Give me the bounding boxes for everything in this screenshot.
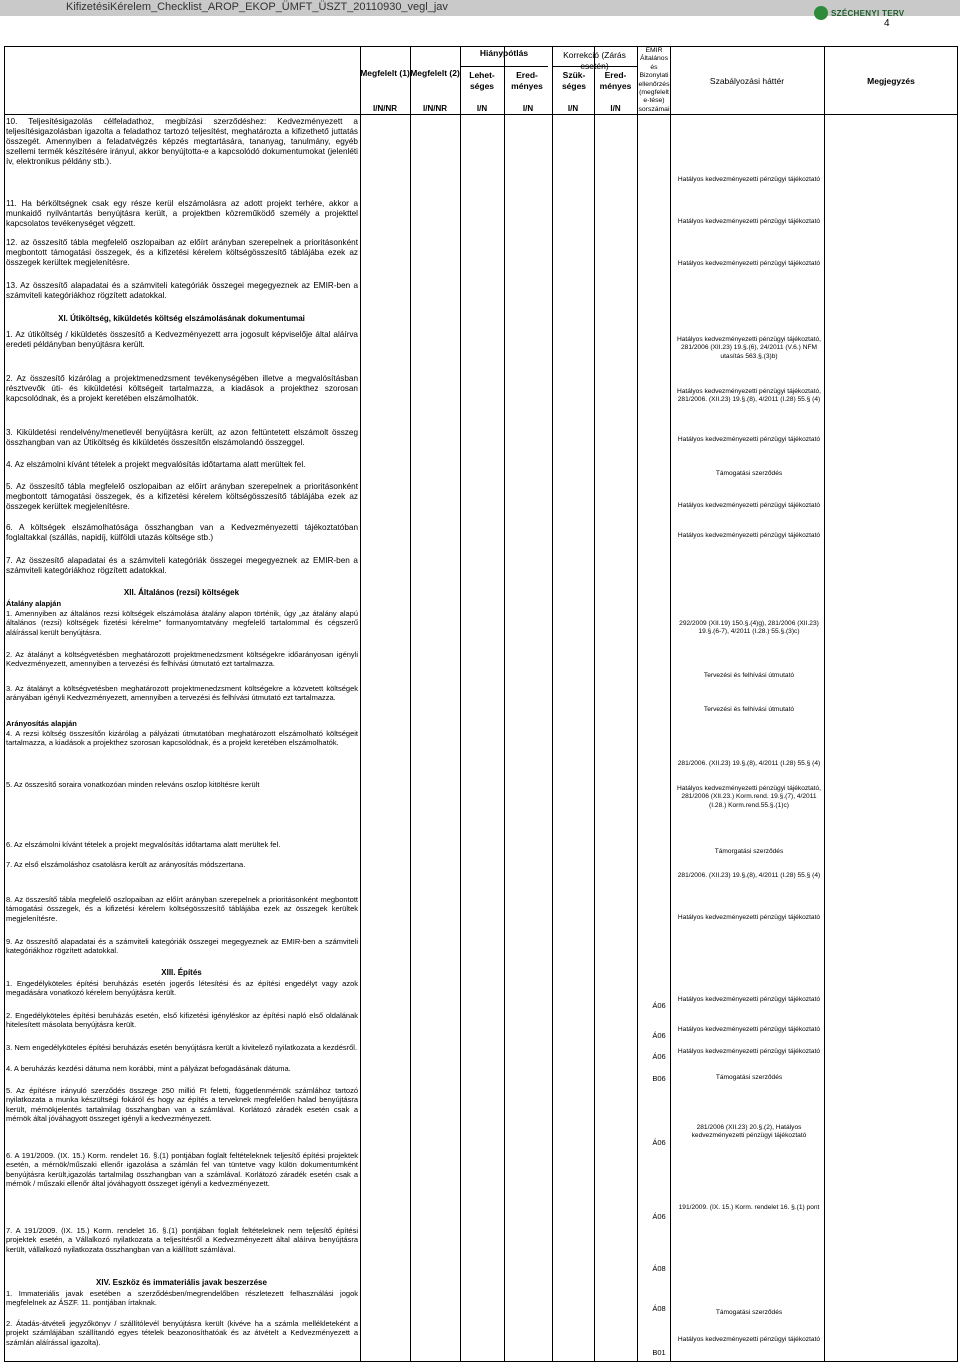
code-inr-2: I/N/NR bbox=[423, 104, 447, 113]
check-item: 2. Az átalányt a költségvetésben meghatározott projektmenedzsment költségekre időarányosan igényli Kedvezményezett, amennyiben a tervezési és felhívási útmutató ezt tartalmazza. bbox=[6, 650, 358, 669]
regulation-reference: Hatályos kedvezményezetti pénzügyi tájékoztató, 281/2006 (XII.23) 19.§.(6), 24/2011 (V.6.) NFM utasítás 563.§.(3)b) bbox=[676, 336, 822, 360]
check-item: 3. Kiküldetési rendelvény/menetlevél benyújtásra került, az azon feltüntetett elszámolt összeg összhangban van az Útiköltség és kiküldetés összesítőn elszámolandó összeggel. bbox=[6, 428, 358, 447]
regulation-reference: Hatályos kedvezményezetti pénzügyi tájékoztató bbox=[677, 914, 821, 921]
check-item: 5. Az összesítő soraira vonatkozóan minden releváns oszlop kitöltésre került bbox=[6, 780, 260, 789]
check-item: 13. Az összesítő alapadatai és a számviteli kategóriák összegei megegyeznek az EMIR-ben a számviteli kategóriákhoz rögzített adatokkal. bbox=[6, 281, 358, 300]
check-item: 2. Átadás-átvételi jegyzőkönyv / szállítólevél benyújtásra került (kivéve ha a számla mellékleteként a projekt számlájában szállítandó egyes tételek beazonosíthatóak és az átvételt a Kedvezményezett a számlán aláírással igazolta). bbox=[6, 1319, 358, 1347]
check-item: 11. Ha bérköltségnek csak egy része kerül elszámolásra az adott projekt terhére, akkor a munkaidő nyilvántartás benyújtásra került, a projektben közreműködő személy a projekttel kapcsolatos tevékenységet végzett. bbox=[6, 199, 358, 228]
regulation-reference: Hatályos kedvezményezetti pénzügyi tájékoztató bbox=[677, 1048, 821, 1055]
code-in-4: I/N bbox=[610, 104, 621, 113]
col-divider bbox=[504, 46, 505, 1362]
logo-emblem-icon bbox=[814, 6, 828, 20]
col-divider bbox=[824, 46, 825, 1362]
regulation-reference: 292/2009 (XII.19) 150.§.(4)g), 281/2006 (XII.23) 19.§.(6-7), 4/2011 (I.28.) 55.§.(3)c) bbox=[679, 620, 819, 636]
page-number: 4 bbox=[884, 18, 890, 29]
check-item: 12. az összesítő tábla megfelelő oszlopaiban az előírt arányban szerepelnek a prioritásonként megbontott támogatási összegek, és a kifizetési kérelem költségösszesítő táblájába ezek az összegek kerültek megjelenítésre. bbox=[6, 238, 358, 267]
code-inr-1: I/N/NR bbox=[373, 104, 397, 113]
regulation-reference: 281/2006. (XII.23) 19.§.(8), 4/2011 (I.28) 55.§ (4) bbox=[677, 872, 821, 879]
col-divider bbox=[637, 46, 638, 1362]
regulation-reference: Támorgatási szerződés bbox=[714, 848, 784, 855]
regulation-reference: Támogatási szerződés bbox=[715, 1309, 783, 1316]
check-item: 7. Az összesítő alapadatai és a számviteli kategóriák összegei megegyeznek az EMIR-ben a számviteli kategóriákhoz rögzített adatokkal. bbox=[6, 556, 358, 575]
checklist-table bbox=[4, 46, 958, 1362]
check-item: 4. A beruházás kezdési dátuma nem korábbi, mint a pályázat befogadásának dátuma. bbox=[6, 1064, 291, 1073]
emir-code: Á06 bbox=[652, 1001, 666, 1010]
regulation-reference: Hatályos kedvezményezetti pénzügyi tájékoztató bbox=[677, 260, 821, 267]
emir-code: Á06 bbox=[652, 1212, 666, 1221]
code-in-1: I/N bbox=[476, 104, 488, 113]
header-megfelelt-2: Megfelelt (2) bbox=[410, 68, 460, 78]
header-eredmenyes-2: Ered-ményes bbox=[599, 70, 632, 91]
header-bottom-line bbox=[4, 114, 958, 115]
check-item: 1. Az útiköltség / kiküldetés összesítő a Kedvezményezett arra jogosult képviselője által aláírva eredeti példányban benyújtásra került. bbox=[6, 330, 358, 349]
emir-code: Á06 bbox=[652, 1138, 666, 1147]
check-item: 6. A 191/2009. (IX. 15.) Korm. rendelet 16. §.(1) pontjában foglalt feltételeknek teljesítő építési projektek esetén, a mérnök/műszaki ellenőr igazolása a számlán fel van tüntetve vagy külön dokumentumként benyújtásra került,igazolás tartalmilag összhangban van a számlával. Korlátozó záradék esetén csak a mérnök / műszaki ellenőr által jóváhagyott összeget igényli a kedvezményezett. bbox=[6, 1151, 358, 1188]
col-divider bbox=[360, 46, 361, 1362]
section-title-utikoltseg: XI. Útiköltség, kiküldetés költség elszámolásának dokumentumai bbox=[58, 314, 305, 323]
subsection-aranyositas: Arányosítás alapján bbox=[6, 719, 77, 728]
check-item: 5. Az építésre irányuló szerződés összege 250 millió Ft feletti, függetlenmérnök számlához tartozó nyilatkozata a munka készültségi fokáról és hogy az építés a terveknek megfelelően halad benyújtásra került, mérnökjelentés tartalmilag összhangban van a számlával. Korlátozó záradék esetén csak a mérnök által jóváhagyott összeget igényli a kedvezményezett. bbox=[6, 1086, 358, 1123]
check-item: 3. Az átalányt a költségvetésben meghatározott projektmenedzsment költségekre a közvetett költségek arányában igényli Kedvezményezett, amennyiben a tervezési és felhívási útmutató ezt tartalmazza. bbox=[6, 684, 358, 703]
regulation-reference: Hatályos kedvezményezetti pénzügyi tájékoztató bbox=[677, 1026, 821, 1033]
check-item: 5. Az összesítő tábla megfelelő oszlopaiban az előírt arányban szerepelnek a prioritásonként megbontott támogatási összegek, és a kifizetési kérelem költségösszesítő táblájába ezek az összegek kerültek megjelenítésre. bbox=[6, 482, 358, 511]
regulation-reference: Hatályos kedvezményezetti pénzügyi tájékoztató bbox=[677, 1336, 821, 1343]
header-hianypotlas: Hiánypótlás bbox=[479, 48, 529, 58]
regulation-reference: Hatályos kedvezményezetti pénzügyi tájékoztató bbox=[677, 502, 821, 509]
szechenyi-terv-logo bbox=[814, 4, 904, 22]
check-item: 4. Az elszámolni kívánt tételek a projekt megvalósítás időtartama alatt merültek fel. bbox=[6, 460, 306, 469]
check-item: 10. Teljesítésigazolás célfeladathoz, megbízási szerződéshez: Kedvezményezett a teljesítésigazolásban igazolta a feladathoz tartozó teljesítést, meghatározta a kifizethető juttatás összegét. Amennyiben a feladatvégzés képzés megtartására, tananyag, tanulmány, egyéb szellemi termék készítésére irányul, akkor benyújtotta-e a kapcsolódó dokumentumokat (jelenléti ív, elektronikus példány stb.). bbox=[6, 117, 358, 166]
regulation-reference: Hatályos kedvezményezetti pénzügyi tájékoztató bbox=[677, 176, 821, 183]
section-title-eszkoz: XIV. Eszköz és immateriális javak beszerzése bbox=[96, 1278, 267, 1287]
check-item: 7. A 191/2009. (IX. 15.) Korm. rendelet 16. §.(1) pontjában foglalt feltételeknek nem teljesítő építési projektek esetén, a Vállalkozó nyilatkozata a teljesítésről a Kedvezményezett által aláírva benyújtásra került, vállalkozó nyilatkozata összhangban van a kiállított számlával. bbox=[6, 1226, 358, 1254]
check-item: 2. Az összesítő kizárólag a projektmenedzsment tevékenységében illetve a megvalósításban résztvevők úti- és kiküldetési költségeit tartalmazza, a kiadások a projekthez szorosan kapcsolódnak, és a projekt keretében elszámolhatók. bbox=[6, 374, 358, 403]
emir-code: Á06 bbox=[652, 1031, 666, 1040]
check-item: 6. Az elszámolni kívánt tételek a projekt megvalósítás időtartama alatt merültek fel. bbox=[6, 840, 281, 849]
col-divider bbox=[594, 46, 595, 1362]
header-korrekcio: Korrekció (Zárás esetén) bbox=[563, 50, 626, 71]
emir-code: Á08 bbox=[652, 1264, 666, 1273]
emir-code: Á06 bbox=[652, 1052, 666, 1061]
check-item: 8. Az összesítő tábla megfelelő oszlopaiban az előírt arányban szerepelnek a prioritásonként megbontott támogatási összegek, és a kifizetési kérelem költségösszesítő táblájába ezek az összegek kerültek megjelenítésre. bbox=[6, 895, 358, 923]
check-item: 1. Immateriális javak esetében a szerződésben/megrendelőben részletezett felhasználási jogok megfelelnek az ÁSZF. 11. pontjában írtaknak. bbox=[6, 1289, 358, 1308]
regulation-reference: Tervezési és felhívási útmutató bbox=[703, 706, 795, 713]
regulation-reference: Hatályos kedvezményezetti pénzügyi tájékoztató, 281/2006 (XII.23.) Korm.rend. 19.§.(7), 4/2011 (I.28.) Korm.rend.55.§.(1)c) bbox=[676, 785, 822, 809]
regulation-reference: Hatályos kedvezményezetti pénzügyi tájékoztató bbox=[677, 996, 821, 1003]
col-divider bbox=[552, 46, 553, 1362]
header-lehetseges: Lehet-séges bbox=[469, 70, 495, 91]
logo-text: SZÉCHENYI TERV bbox=[831, 8, 905, 18]
emir-code: B01 bbox=[652, 1348, 666, 1357]
col-divider bbox=[460, 46, 461, 1362]
check-item: 4. A rezsi költség összesítőn kizárólag a pályázati útmutatóban meghatározott elszámolható költségeit tartalmazza, a kiadások a projekthez szorosan kapcsolódnak, és a projekt keretében elszámolhatók. bbox=[6, 729, 358, 748]
section-title-epites: XIII. Építés bbox=[161, 968, 202, 977]
code-in-2: I/N bbox=[522, 104, 534, 113]
check-item: 1. Amennyiben az általános rezsi költségek elszámolása átalány alapon történik, úgy „az átalány alapú általános (rezsi) költségek fizetési kérelme” formanyomtatvány megfelelő tartalommal és cégszerű aláírással került benyújtásra. bbox=[6, 609, 358, 637]
regulation-reference: Hatályos kedvezményezetti pénzügyi tájékoztató bbox=[677, 218, 821, 225]
section-title-rezsi: XII. Általános (rezsi) költségek bbox=[123, 588, 240, 597]
regulation-reference: 191/2009. (IX. 15.) Korm. rendelet 16. §.(1) pont bbox=[678, 1204, 820, 1211]
regulation-reference: Hatályos kedvezményezetti pénzügyi tájékoztató bbox=[677, 532, 821, 539]
regulation-reference: Támogatási szerződés bbox=[715, 1074, 783, 1081]
emir-code: B06 bbox=[652, 1074, 666, 1083]
regulation-reference: 281/2006. (XII.23) 19.§.(8), 4/2011 (I.28) 55.§ (4) bbox=[677, 760, 821, 767]
regulation-reference: Tervezési és felhívási útmutató bbox=[703, 672, 795, 679]
header-emir: EMIR Általános és Bizonylati ellenőrzés (megfelelt e-tése) sorszámai bbox=[638, 47, 670, 113]
col-divider bbox=[670, 46, 671, 1362]
header-megjegyzes: Megjegyzés bbox=[867, 76, 915, 86]
check-item: 2. Engedélyköteles építési beruházás esetén, első kifizetési igényléskor az építési napló első oldalának hitelesített másolata benyújtásra került. bbox=[6, 1011, 358, 1030]
check-item: 6. A költségek elszámolhatósága összhangban van a Kedvezményezetti tájékoztatóban foglaltakkal (szállás, napidíj, külföldi utazás költsége stb.) bbox=[6, 523, 358, 542]
regulation-reference: Hatályos kedvezményezetti pénzügyi tájékoztató, 281/2006. (XII.23) 19.§.(8), 4/2011 (I.28) 55.§ (4) bbox=[676, 388, 822, 404]
header-megfelelt-1: Megfelelt (1) bbox=[360, 68, 410, 78]
check-item: 3. Nem engedélyköteles építési beruházás esetén benyújtásra került a kivitelező nyilatkozata a kezdésről. bbox=[6, 1043, 358, 1052]
col-divider bbox=[410, 46, 411, 1362]
check-item: 9. Az összesítő alapadatai és a számviteli kategóriák összegei megegyeznek az EMIR-ben a számviteli kategóriákhoz rögzített adatokkal. bbox=[6, 937, 358, 956]
check-item: 1. Engedélyköteles építési beruházás esetén jogerős létesítési és az építési engedélyt vagy azok megadására vonatkozó kérelem benyújtásra került. bbox=[6, 979, 358, 998]
code-in-3: I/N bbox=[567, 104, 579, 113]
regulation-reference: 281/2006 (XII.23) 20.§.(2), Hatályos kedvezményezetti pénzügyi tájékoztató bbox=[691, 1124, 807, 1140]
emir-code: Á08 bbox=[652, 1304, 666, 1313]
header-szukseges: Szük-séges bbox=[561, 70, 587, 91]
header-divider bbox=[460, 66, 548, 67]
file-name: KifizetésiKérelem_Checklist_AROP_EKOP_ÜMFT_ÜSZT_20110930_vegl_jav bbox=[66, 1, 448, 13]
regulation-reference: Hatályos kedvezményezetti pénzügyi tájékoztató bbox=[677, 436, 821, 443]
regulation-reference: Támogatási szerződés bbox=[715, 470, 783, 477]
check-item: 7. Az első elszámoláshoz csatolásra került az arányosítás módszertana. bbox=[6, 860, 246, 869]
subsection-atalany: Átalány alapján bbox=[6, 599, 62, 608]
header-szabalyozasi-hatter: Szabályozási háttér bbox=[709, 76, 785, 86]
header-eredmenyes-1: Ered-ményes bbox=[511, 70, 543, 91]
